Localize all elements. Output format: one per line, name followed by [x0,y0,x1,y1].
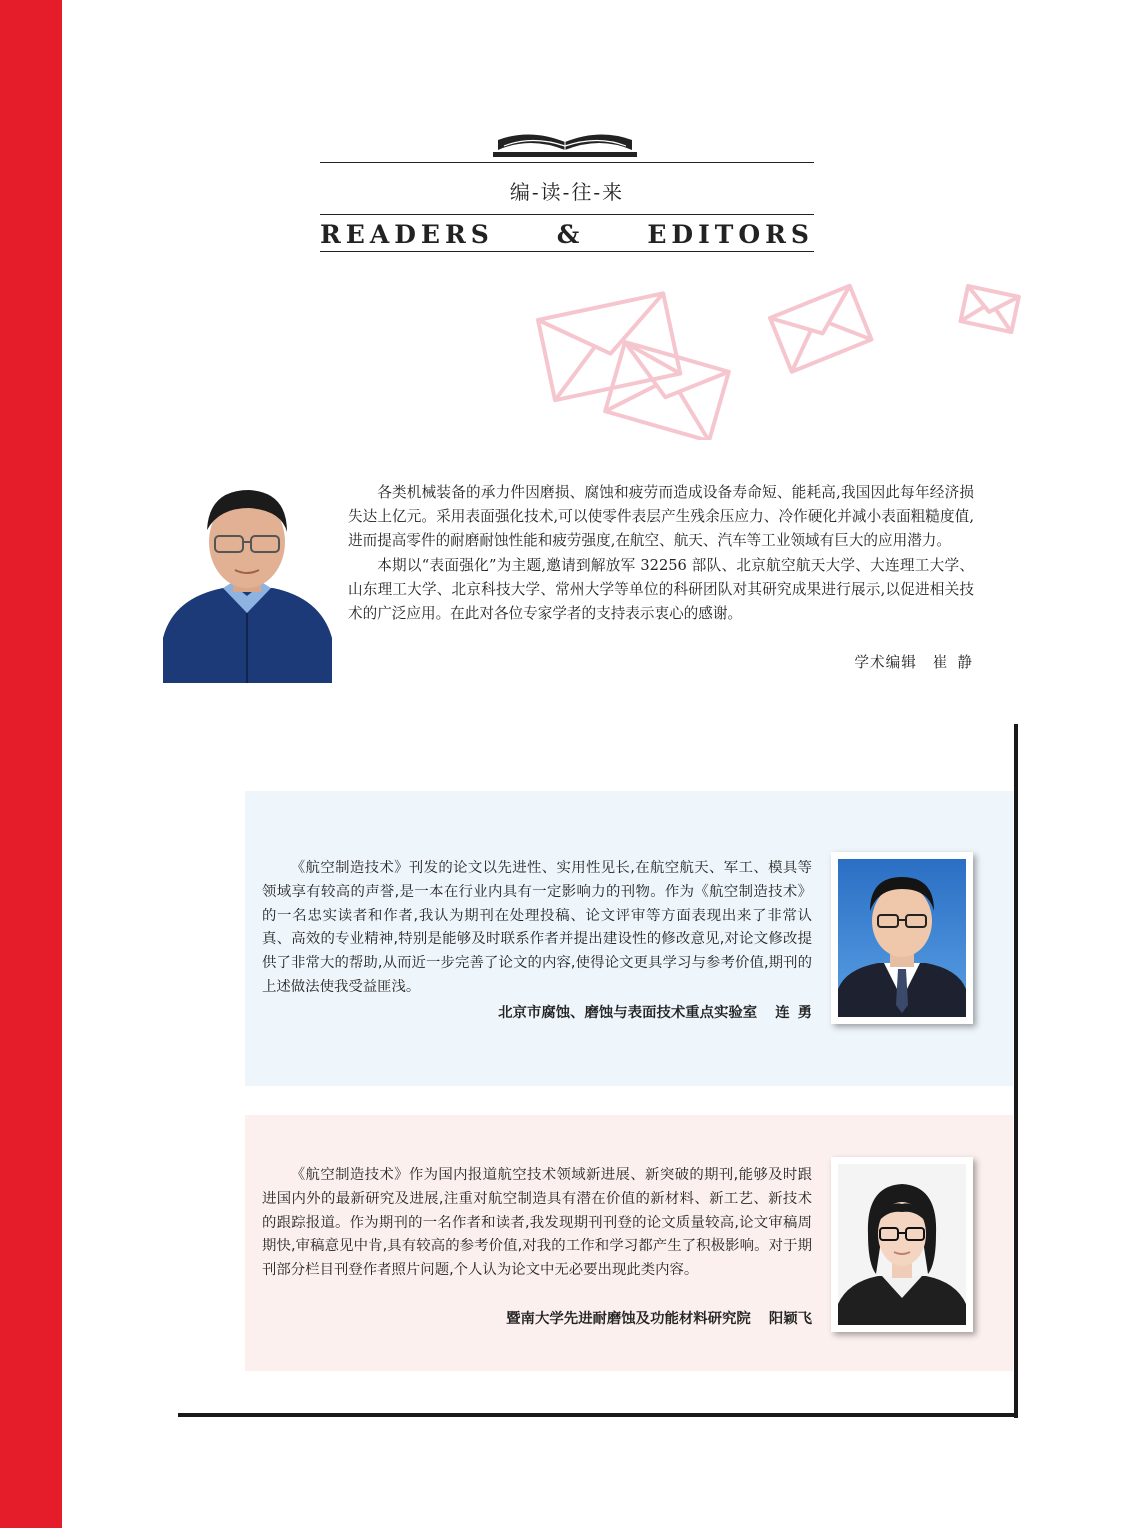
letter-author-name: 阳颖飞 [768,1311,812,1327]
frame-horizontal-line [178,1413,1018,1417]
editor-note [348,481,974,626]
letter-signature [262,1001,820,1022]
envelope-icon [961,286,1019,332]
section-title-cn: 编-读-往-来 [509,180,625,204]
envelope-icon [605,342,729,440]
editor-paragraph: 各类机械装备的承力件因磨损、腐蚀和疲劳而造成设备寿命短、能耗高,我国因此每年经济损失达上亿元。采用表面强化技术,可以使零件表层产生残余压应力、冷作硬化并减小表面粗糙度值,进而提高零件的耐磨耐蚀性能和疲劳强度,在航空、航天、汽车等工业领域有巨大的应用潜力。 [348,484,974,550]
envelope-icon [770,286,871,372]
frame-vertical-line [1014,724,1018,1418]
letter-signature [262,1307,812,1328]
header-rule-bottom [320,251,814,252]
red-side-bar [0,0,62,1528]
letter-author-name: 连勇 [775,1005,820,1021]
letter-text [262,1164,812,1283]
reader-photo-frame [831,852,973,1024]
reader-portrait [838,859,966,1017]
editor-role: 学术编辑 [854,654,917,671]
editor-paragraph: 本期以“表面强化”为主题,邀请到解放军 32256 部队、北京航空航天大学、大连理工大学、山东理工大学、北京科技大学、常州大学等单位的科研团队对其研究成果进行展示,以促进相关技术的广泛应用。在此对各位专家学者的支持表示衷心的感谢。 [348,556,974,623]
editor-signature [348,651,982,672]
reader-photo-frame [831,1157,973,1332]
letter-paragraph: 《航空制造技术》作为国内报道航空技术领域新进展、新突破的期刊,能够及时跟进国内外的最新研究及进展,注重对航空制造具有潜在价值的新材料、新工艺、新技术的跟踪报道。作为期刊的一名作者和读者,我发现期刊刊登的论文质量较高,论文审稿周期快,审稿意见中肯,具有较高的参考价值,对我的工作和学习都产生了积极影响。对于期刊部分栏目刊登作者照片问题,个人认为论文中无必要出现此类内容。 [262,1167,812,1279]
open-book-icon [490,126,640,160]
envelope-decoration [530,280,1030,440]
letter-text [262,857,812,1000]
title-word-readers: READERS [320,219,494,249]
title-word-ampersand: & [556,219,585,249]
editor-portrait [163,478,332,683]
envelope-icon [538,293,680,400]
editor-name: 崔静 [932,654,982,671]
title-word-editors: EDITORS [647,219,814,249]
header-rule-top [320,162,814,163]
header-rule-middle [320,214,814,215]
section-title-en [320,219,814,249]
letter-paragraph: 《航空制造技术》刊发的论文以先进性、实用性见长,在航空航天、军工、模具等领域享有较高的声誉,是一本在行业内具有一定影响力的刊物。作为《航空制造技术》的一名忠实读者和作者,我认为期刊在处理投稿、论文评审等方面表现出来了非常认真、高效的专业精神,特别是能够及时联系作者并提出建设性的修改意见,对论文修改提供了非常大的帮助,从而近一步完善了论文的内容,使得论文更具学习与参考价值,期刊的上述做法使我受益匪浅。 [262,860,812,995]
reader-portrait [838,1164,966,1325]
letter-affiliation: 北京市腐蚀、磨蚀与表面技术重点实验室 [498,1005,758,1021]
letter-affiliation: 暨南大学先进耐磨蚀及功能材料研究院 [506,1311,751,1327]
